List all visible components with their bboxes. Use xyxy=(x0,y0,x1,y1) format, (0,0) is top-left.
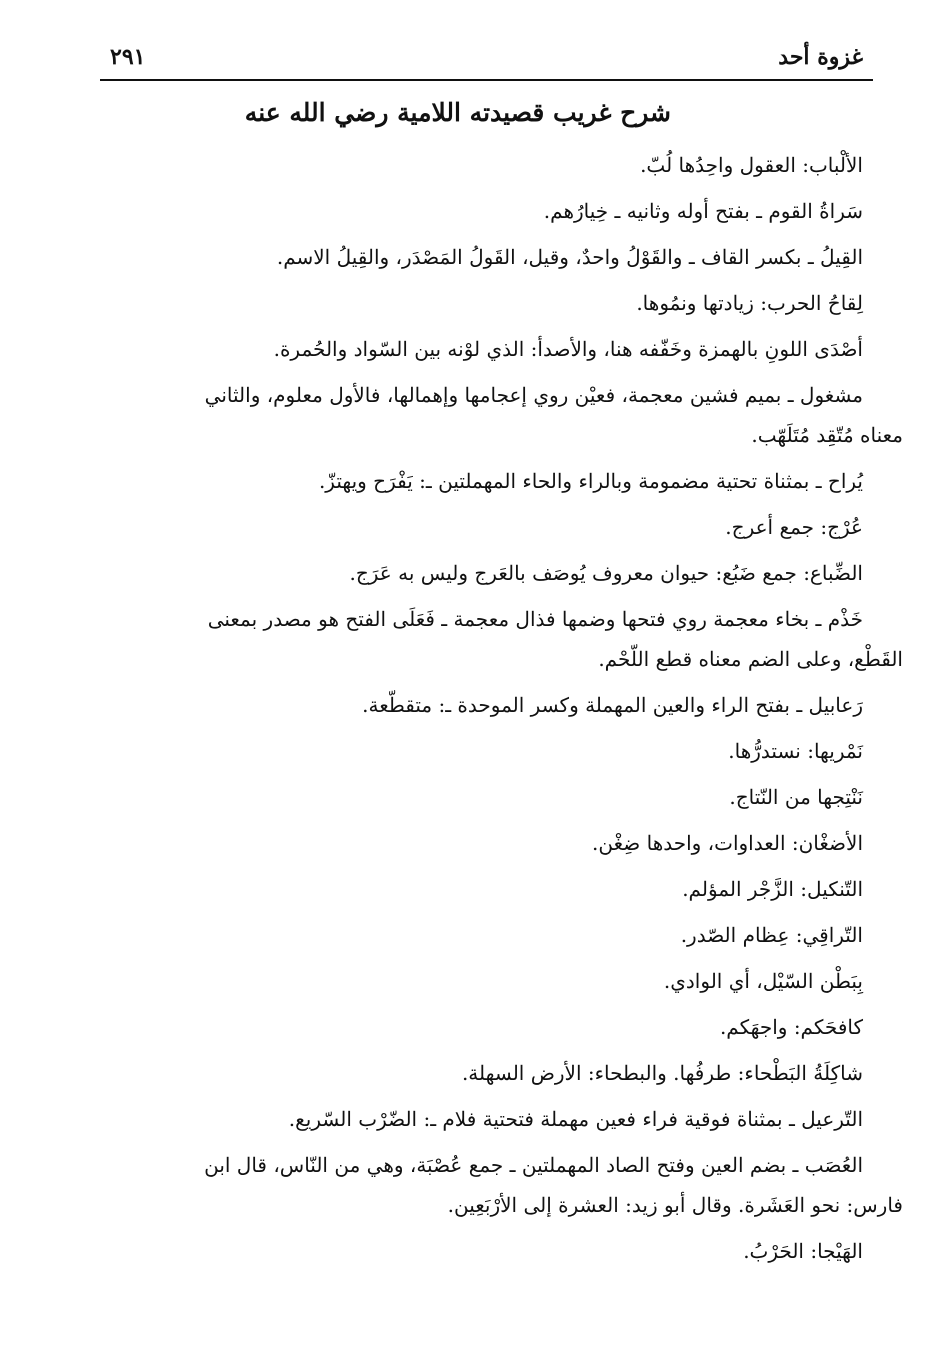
glossary-entry: يُراح ـ بمثناة تحتية مضمومة وبالراء والحاء المهملتين ـ: يَفْرَح ويهتزّ. xyxy=(318,469,863,493)
section-title: شرح غريب قصيدته اللامية رضي الله عنه xyxy=(244,98,671,127)
glossary-entry: الهَيْجا: الحَرْبُ. xyxy=(743,1239,863,1263)
glossary-entry: خَذْم ـ بخاء معجمة روي فتحها وضمها فذال معجمة ـ فَعَلَى الفتح هو مصدر بمعنى القَطْع، وعلى الضم معناه قطع اللّحْم. xyxy=(207,607,903,671)
glossary-entry: كافحَكم: واجهَكم. xyxy=(719,1015,863,1039)
glossary-entry: مشغول ـ بميم فشين معجمة، فعيْن روي إعجامها وإهمالها، فالأول معلوم، والثاني معناه مُتّقِد مُتَلَهّب. xyxy=(204,383,903,447)
glossary-entry: التّراقِي: عِظام الصّدر. xyxy=(680,923,863,947)
glossary-entry: عُرْج: جمع أعرج. xyxy=(725,515,863,539)
glossary-list xyxy=(110,145,903,1277)
glossary-entry: التّرعيل ـ بمثناة فوقية فراء فعين مهملة فتحتية فلام ـ: الضّرْب السّريع. xyxy=(288,1107,863,1131)
glossary-entry: رَعابيل ـ بفتح الراء والعين المهملة وكسر الموحدة ـ: متقطّعة. xyxy=(362,693,863,717)
glossary-entry: الضِّباع: جمع ضَبُع: حيوان معروف يُوصَف بالعَرج وليس به عَرَج. xyxy=(349,561,863,585)
glossary-entry: الألْباب: العقول واحِدُها لُبّ. xyxy=(640,153,863,177)
glossary-entry: بِبَطْن السّيْل، أي الوادي. xyxy=(663,969,863,993)
glossary-entry: لِقاحُ الحرب: زيادتها ونمُوها. xyxy=(636,291,863,315)
glossary-entry: الأضغْان: العداوات، واحدها ضِغْن. xyxy=(592,831,863,855)
glossary-entry: نَنْتِجها من النّتاج. xyxy=(729,785,863,809)
glossary-entry: شاكِلَةُ البَطْحاء: طرفُها. والبطحاء: الأرض السهلة. xyxy=(461,1061,863,1085)
glossary-entry: العُصَب ـ بضم العين وفتح الصاد المهملتين ـ جمع عُصْبَة، وهي من النّاس، قال ابن فارس: نحو العَشَرة. وقال أبو زيد: العشرة إلى الأرْبَعِين. xyxy=(204,1153,903,1217)
glossary-entry: التّنكيل: الزَّجْر المؤلم. xyxy=(682,877,863,901)
header-divider xyxy=(100,79,873,81)
glossary-entry: القِيلُ ـ بكسر القاف ـ والقَوْلُ واحدٌ، وقيل، القَولُ المَصْدَر، والقِيلُ الاسم. xyxy=(276,245,863,269)
page-number: ٢٩١ xyxy=(110,44,146,70)
glossary-entry: سَراةُ القوم ـ بفتح أوله وثانيه ـ خِيارُهم. xyxy=(543,199,863,223)
glossary-entry: أصْدَى اللونِ بالهمزة وخَفّفه هنا، والأصدأ: الذي لوْنه بين السّواد والحُمرة. xyxy=(273,337,863,361)
glossary-entry: نَمْريها: نستدرُّها. xyxy=(728,739,863,763)
running-header-title: غزوة أحد xyxy=(778,44,863,70)
